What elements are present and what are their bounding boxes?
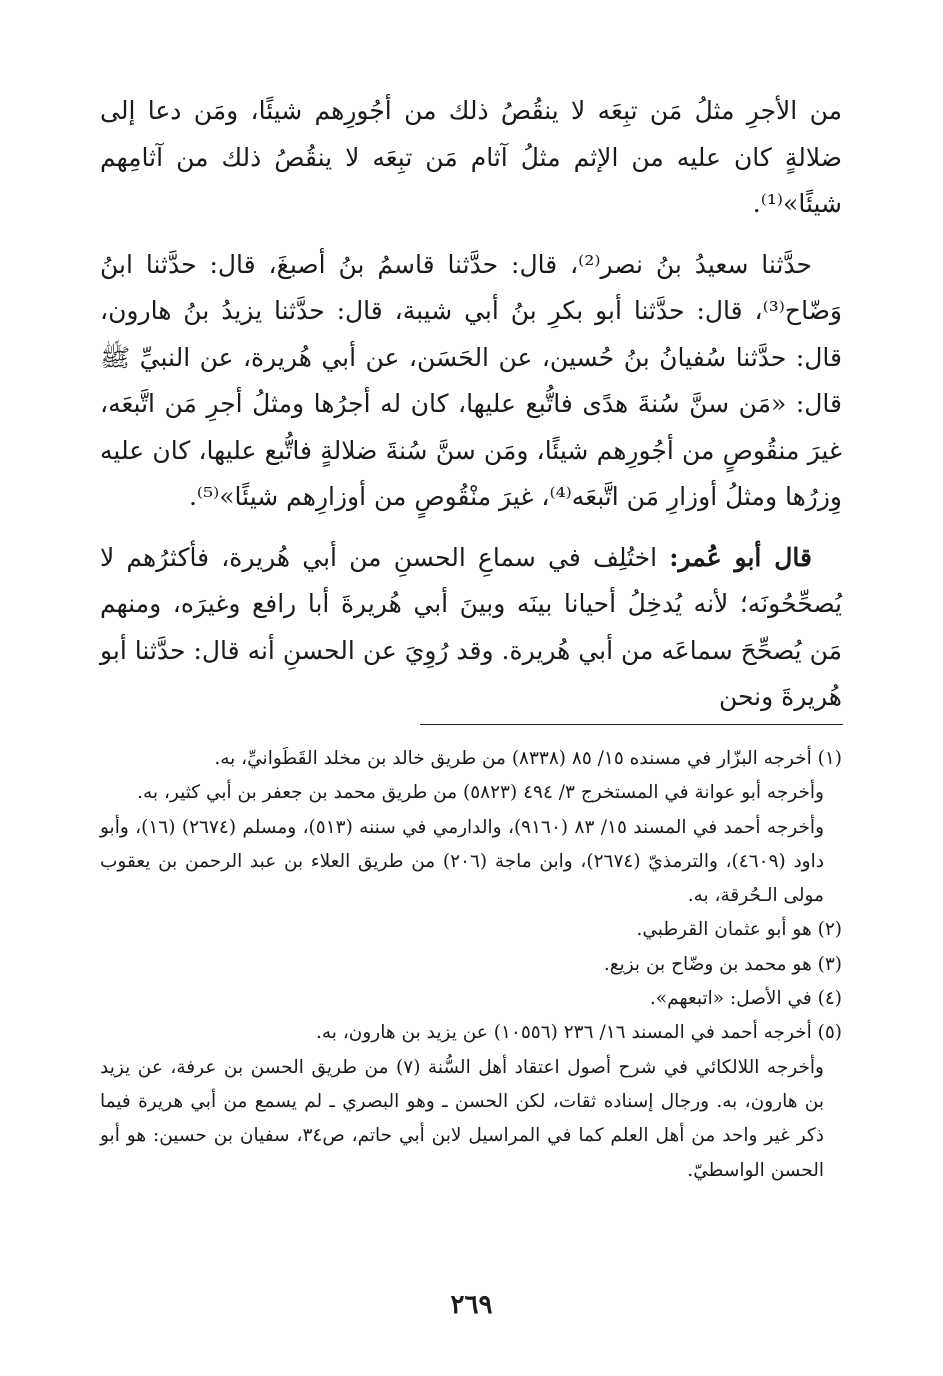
footnote-3: (٣) هو محمد بن وضّاح بن بزيع. [603,953,842,975]
footnote-2: (٢) هو أبو عثمان القرطبي. [636,919,842,941]
paragraph-3-text: اختُلِف في سماعِ الحسنِ من أبي هُريرة، فأكثرُهم لا يُصحِّحُونَه؛ لأنه يُدخِلُ أحيانا بينَه وبينَ أبي هُريرةَ أبا رافع وغيرَه، ومنهم مَن يُصحِّحَ سماعَه من أبي هُريرة. وقد رُوِيَ عن الحسنِ أنه قال: حدَّثنا أبو هُريرةَ ونحن [100,542,842,711]
footnote-divider [420,724,843,725]
footnotes [100,742,842,1188]
paragraph-1: من الأجرِ مثلُ مَن تبِعَه لا ينقُصُ ذلك من أجُورِهم شيئًا، ومَن دعا إلى ضلالةٍ كان عليه من الإثم مثلُ آثام مَن تبِعَه لا ينقُصُ ذلك من آثامِهم شيئًا»⁽¹⁾. [100,96,842,218]
footnote-4: (٤) في الأصل: «اتبعهم». [649,988,842,1010]
main-text [100,88,842,721]
footnote-1: (١) أخرجه البزّار في مسنده ١٥/ ٨٥ (٨٣٣٨) من طريق خالد بن مخلد القَطَوانيِّ، به. [214,748,842,769]
page-number: ٢٦٩ [450,1290,493,1320]
footnote-1-cont-a: وأخرجه أبو عوانة في المستخرج ٣/ ٤٩٤ (٥٨٢٣) من طريق محمد بن جعفر بن أبي كثير، به. [137,782,824,804]
footnote-5: (٥) أخرجه أحمد في المسند ١٦/ ٢٣٦ (١٠٥٥٦) عن يزيد بن هارون، به. [315,1022,842,1044]
footnote-5-cont: وأخرجه اللالكائي في شرح أصول اعتقاد أهل السُّنة (٧) من طريق الحسن بن عرفة، عن يزيد بن هارون، به. ورجال إسناده ثقات، لكن الحسن ـ وهو البصري ـ لم يسمع من أبي هريرة فيما ذكر غير واحد من أهل العلم كما في المراسيل لابن أبي حاتم، ص٣٤، سفيان بن حسين: هو أبو الحسن الواسطيّ. [100,1056,824,1181]
paragraph-3-lead: قال أبو عُمر: [669,542,812,572]
footnote-1-cont-b: وأخرجه أحمد في المسند ١٥/ ٨٣ (٩١٦٠)، والدارمي في سننه (٥١٣)، ومسلم (٢٦٧٤) (١٦)، وأبو داود (٤٦٠٩)، والترمذيّ (٢٦٧٤)، وابن ماجة (٢٠٦) من طريق العلاء بن عبد الرحمن بن يعقوب مولى الـحُرقة، به. [100,816,825,907]
paragraph-3 [100,535,842,721]
paragraph-2: حدَّثنا سعيدُ بنُ نصر⁽²⁾، قال: حدَّثنا قاسمُ بنُ أصبغَ، قال: حدَّثنا ابنُ وَضّاح⁽³⁾، قال: حدَّثنا أبو بكرِ بنُ أبي شيبة، قال: حدَّثنا يزيدُ بنُ هارون، قال: حدَّثنا سُفيانُ بنُ حُسين، عن الحَسَن، عن أبي هُريرة، عن النبيِّ ﷺ قال: «مَن سنَّ سُنةَ هدًى فاتُّبع عليها، كان له أجرُها ومثلُ أجرِ مَن اتَّبعَه، غيرَ منقُوصٍ من أجُورِهم شيئًا، ومَن سنَّ سُنةَ ضلالةٍ فاتُّبع عليها، كان عليه وِزرُها ومثلُ أوزارِ مَن اتَّبعَه⁽⁴⁾، غيرَ منْقُوصٍ من أوزارِهم شيئًا»⁽⁵⁾. [100,249,842,511]
